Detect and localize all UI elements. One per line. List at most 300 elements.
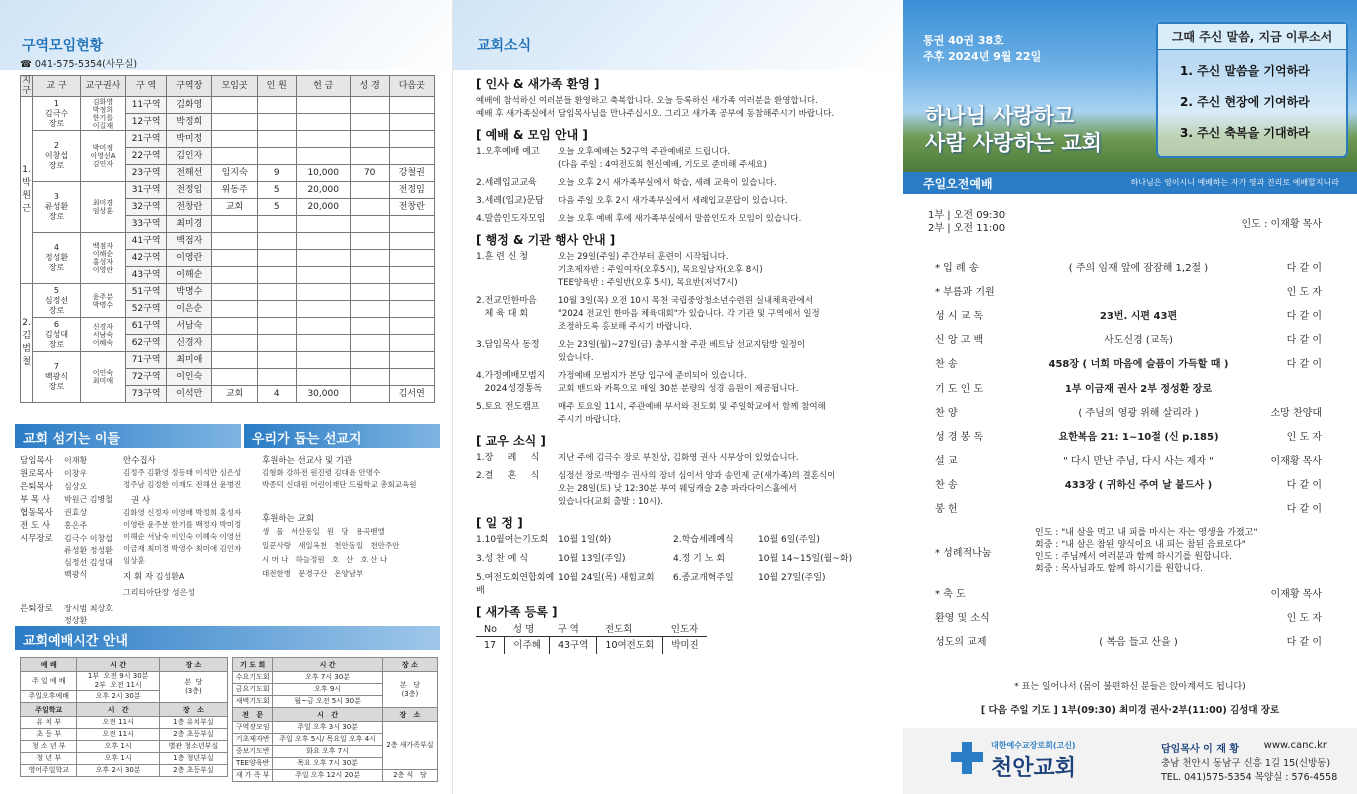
theme-item: 1. 주신 말씀을 기억하라 [1180, 64, 1310, 78]
times-head-cell: 장 소 [382, 658, 437, 672]
service-part: 찬 송 [935, 359, 958, 371]
service-row [925, 302, 1330, 326]
news-section-head: [ 새가족 등록 ] [476, 605, 558, 619]
news-item-key: 1.훈 련 신 청 [476, 252, 528, 262]
denomination: 대한예수교장로회(고신) [991, 741, 1076, 750]
table-cell [350, 199, 389, 216]
times-bar [15, 626, 440, 650]
times-cell: 시 간 [77, 703, 159, 717]
servers-bar [15, 424, 241, 448]
service-part: 기 도 인 도 [935, 383, 984, 395]
address: 충남 천안시 동남구 신흥 1길 15(신방동) [1161, 758, 1331, 769]
table-cell: 22구역 [126, 148, 167, 165]
table-cell [389, 131, 434, 148]
times-cell: 장 소 [159, 703, 227, 717]
header-cell: 지 구 [22, 76, 31, 96]
kwonsa-cell: 이인숙 최미애 [80, 352, 125, 403]
table-cell: 교회 [212, 386, 257, 403]
standing-note: * 표는 일어나서 (몸이 불편하신 분들은 앉아계셔도 됩니다) [1014, 682, 1246, 692]
times-cell: 2층 새가족부실 [382, 722, 437, 770]
table-cell: 12구역 [126, 114, 167, 131]
server-row [20, 494, 120, 506]
table-cell: 전정임 [389, 182, 434, 199]
table-cell [389, 216, 434, 233]
server-row [20, 455, 120, 467]
times-cell: 오후 7시 30분 [273, 672, 382, 684]
times-cell: 오전 11시 [77, 717, 159, 729]
schedule-row [476, 534, 886, 547]
service-leader: 다 같 이 [1286, 480, 1322, 492]
times-cell: 금요기도회 [233, 684, 273, 696]
table-cell [350, 352, 389, 369]
parish-cell: 7 백광식 장로 [33, 352, 81, 403]
news-item [476, 177, 886, 190]
service-title: 주일오전예배 [923, 177, 993, 191]
server-names: 이창우 [64, 469, 88, 478]
service-part: 설 교 [935, 456, 958, 468]
table-cell: 43구역 [126, 267, 167, 284]
service-detail: 요한복음 21: 1~10절 (신 p.185) [1058, 431, 1219, 443]
times-cell: 수요기도회 [233, 672, 273, 684]
service-leader: 이재황 목사 [1270, 456, 1322, 468]
news-item [476, 251, 886, 290]
parish-cell: 1 김극수 장로 [33, 97, 81, 131]
table-cell [296, 114, 350, 131]
table-cell: 31구역 [126, 182, 167, 199]
server-row [20, 481, 120, 493]
times-cell: 청 소 년 부 [21, 741, 77, 753]
schedule-cell: 2.학습세례예식 [673, 535, 734, 545]
times-cell: 본 당 (3층) [159, 672, 227, 703]
table-cell [296, 233, 350, 250]
table-cell [389, 233, 434, 250]
news-section-head: [ 행정 & 기관 행사 안내 ] [476, 233, 616, 247]
table-cell: 5 [257, 199, 296, 216]
service-row [925, 496, 1330, 520]
newcomer-cell: 43구역 [549, 637, 596, 655]
times-cell: 전 문 [233, 708, 273, 722]
office-phone: ☎ 041-575-5354(사무실) [20, 59, 138, 70]
service-detail: " 다시 만난 주님, 다시 사는 제자 " [1063, 456, 1214, 468]
missions-block [262, 455, 442, 581]
table-cell: 62구역 [126, 335, 167, 352]
servers-list [20, 455, 120, 628]
table-cell: 이인숙 [167, 369, 212, 386]
service-detail: 458장 ( 너희 마음에 슬픔이 가득할 때 ) [1048, 359, 1229, 371]
times-header [21, 658, 228, 672]
news-item-key: 3.담임목사 동정 [476, 340, 540, 350]
times-cell: 본 당 (3층) [382, 672, 437, 708]
server-row [20, 468, 120, 480]
next-prayer: [ 다음 주일 기도 ] 1부(09:30) 최미경 권사·2부(11:00) 김성대 장로 [980, 705, 1280, 716]
server-names: 장시범 최상호 정상환 [64, 604, 113, 625]
service-row [925, 327, 1330, 351]
table-cell: 41구역 [126, 233, 167, 250]
parish-cell: 5 심정선 장로 [33, 284, 81, 318]
schedule-cell: 6.종교개혁주일 [673, 573, 734, 583]
schedule-cell: 10월 1일(화) [558, 535, 612, 545]
news-item-value: 심정선 장로·박명수 권사의 장녀 심이서 양과 송민제 군(새가족)의 결혼식이 오는 28일(토) 낮 12:30분 부여 웨딩캐슬 2층 파라다이스홀에서 있습니다(교회 출발 : 10시). [558, 471, 836, 507]
parish-cell: 6 김성대 장로 [33, 318, 81, 352]
table-cell [350, 97, 389, 114]
times-cell: 주일오후예배 [21, 691, 77, 703]
servers-title: 교회 섬기는 이들 [23, 432, 120, 447]
kwonsa-cell: 윤주분 박명수 [80, 284, 125, 318]
table-cell [257, 301, 296, 318]
table-cell [257, 97, 296, 114]
service-row [925, 278, 1330, 302]
table-cell [257, 335, 296, 352]
table-cell [212, 114, 257, 131]
newcomer-head-cell: 인도자 [663, 623, 707, 637]
parish-cell: 3 류성환 장로 [33, 182, 81, 233]
table-cell [257, 233, 296, 250]
times-cell: 초 등 부 [21, 729, 77, 741]
news-item [476, 295, 886, 334]
times-cell: 화요 오후 7시 [273, 746, 382, 758]
table-cell [257, 148, 296, 165]
service-row [925, 423, 1330, 447]
server-row [20, 507, 120, 519]
server-role: 협동목사 [20, 508, 53, 518]
table-row [21, 182, 435, 199]
kwonsa-cell: 백점자 이해순 홍성자 이영란 [80, 233, 125, 284]
service-detail: ( 복음 들고 산을 ) [1099, 636, 1178, 648]
communion-label: * 성례적나눔 [935, 547, 992, 559]
service-part: 환영 및 소식 [935, 612, 990, 624]
newcomer-cell: 박미진 [663, 637, 707, 655]
table-cell [296, 301, 350, 318]
schedule-cell: 10월 13일(주일) [558, 554, 626, 564]
news-item-value: 오는 29일(주일) 주간부터 훈련이 시작됩니다. 기초제자반 : 주일여자(오후5시), 목요일남자(오후 8시) TEE양육반 : 주일반(오후 5시), 목요반(저녁7시) [558, 252, 763, 288]
newcomer-head [476, 623, 707, 637]
table-cell [212, 318, 257, 335]
table-cell: 위동주 [212, 182, 257, 199]
server-role: 은퇴장로 [20, 604, 53, 614]
table-cell: 70 [350, 165, 389, 182]
table-cell [350, 216, 389, 233]
news-item-value: 다음 주일 오후 2시 새가족부실에서 세례입교문답이 있습니다. [558, 196, 788, 206]
times-row [21, 703, 228, 717]
service-leader: 이재황 목사 [1270, 588, 1322, 600]
server-role: 원로목사 [20, 469, 53, 479]
service-detail: 433장 ( 귀하신 주여 날 붙드사 ) [1064, 480, 1213, 492]
service-leader: 인 도 자 [1286, 612, 1322, 624]
table-cell: 5 [257, 182, 296, 199]
news-item-value: 지난 주에 김극수 장로 부친상, 김화영 권사 시부상이 있었습니다. [558, 453, 799, 463]
header-cell: 구 역 [126, 76, 167, 97]
times-cell: 기초제자반 [233, 734, 273, 746]
table-cell: 32구역 [126, 199, 167, 216]
table-cell [350, 267, 389, 284]
table-cell: 최미경 [167, 216, 212, 233]
service-row [925, 604, 1330, 628]
server-role: 시무장로 [20, 534, 53, 544]
missions-bar [244, 424, 440, 448]
table-cell [389, 250, 434, 267]
table-cell [212, 352, 257, 369]
times-head-cell: 시 간 [77, 658, 159, 672]
table-cell [212, 369, 257, 386]
table-row [21, 131, 435, 148]
news-item [476, 213, 886, 226]
times-cell: 유 치 부 [21, 717, 77, 729]
times-row [21, 765, 228, 777]
times-cell: 월~금 오전 5시 30분 [273, 696, 382, 708]
times-cell: 주 일 예 배 [21, 672, 77, 691]
times-cell: 주일학교 [21, 703, 77, 717]
newcomer-head-cell: 전도회 [597, 623, 663, 637]
service-detail: 사도신경 (교독) [1104, 335, 1173, 347]
table-cell: 이석만 [167, 386, 212, 403]
table-cell [212, 131, 257, 148]
server-role: 은퇴목사 [20, 482, 53, 492]
table-cell [296, 352, 350, 369]
table-cell [350, 182, 389, 199]
service-leader: 다 같 이 [1286, 504, 1322, 516]
deacons-title: 안수집사 [123, 456, 156, 466]
news-section-head: [ 예배 & 모임 안내 ] [476, 128, 588, 142]
news-item-value: 오늘 오후 예배 후에 새가족부실에서 말씀인도자 모임이 있습니다. [558, 214, 802, 224]
table-cell [296, 148, 350, 165]
news-item-value: 오늘 오후 2시 새가족부실에서 학습, 세례 교육이 있습니다. [558, 178, 777, 188]
schedule-row [476, 572, 886, 598]
times-row [21, 729, 228, 741]
table-cell [350, 318, 389, 335]
service-detail: 23번. 시편 43편 [1099, 310, 1178, 322]
missions-org-title: 후원하는 선교사 및 기관 [262, 456, 353, 466]
service-leader: 다 같 이 [1286, 262, 1322, 274]
news-item [476, 195, 886, 208]
service-bar [903, 172, 1357, 194]
service-row [925, 448, 1330, 472]
table-cell [212, 335, 257, 352]
service-leader: 인 도 자 [1286, 286, 1322, 298]
table-cell: 이영란 [167, 250, 212, 267]
table-row [21, 233, 435, 250]
table-cell: 김화영 [167, 97, 212, 114]
issue-date: 주후 2024년 9월 22일 [923, 50, 1042, 63]
times-cell: 새벽기도회 [233, 696, 273, 708]
newcomer-cell: 17 [484, 640, 497, 651]
server-row [20, 520, 120, 532]
table-cell [389, 335, 434, 352]
table-cell [257, 114, 296, 131]
times-cell: 오후 1시 [77, 753, 159, 765]
order-of-service-2 [925, 580, 1330, 653]
news-item-key: 2.결 혼 식 [476, 471, 540, 481]
table-cell [389, 301, 434, 318]
table-cell [350, 335, 389, 352]
kwonsa-cell: 신경자 서남숙 이혜숙 [80, 318, 125, 352]
times-cell: 구역장모임 [233, 722, 273, 734]
church-logo-icon [949, 740, 985, 776]
news-item [476, 452, 886, 465]
table-cell: 임지숙 [212, 165, 257, 182]
schedule-cell: 5.여전도회연합회예배 [476, 573, 555, 596]
table-cell [257, 369, 296, 386]
theme-title: 그때 주신 말씀, 지금 이루소서 [1158, 24, 1346, 50]
table-cell [350, 301, 389, 318]
news-item-value: 매주 토요일 11시, 주관예배 부서와 전도회 및 주일학교에서 함께 참여해 주시기 바랍니다. [558, 402, 826, 425]
table-cell [350, 386, 389, 403]
times-cell: 1부 오전 9시 30분 2부 오전 11시 [77, 672, 159, 691]
times-row [21, 753, 228, 765]
header-cell: 헌 금 [296, 76, 350, 97]
server-names: 권효상 [64, 508, 88, 517]
news-item-key: 4.가정예배모범지 2024성경통독 [476, 371, 546, 394]
table-row [21, 284, 435, 301]
times-cell: 오후 9시 [273, 684, 382, 696]
service-leader: 다 같 이 [1286, 636, 1322, 648]
newcomer-head-cell: 구 역 [549, 623, 596, 637]
times-cell: 시 간 [273, 708, 382, 722]
table-cell [212, 284, 257, 301]
missions-title: 우리가 돕는 선교지 [252, 432, 362, 447]
table-cell: 20,000 [296, 182, 350, 199]
times-cell: 2층 초등부실 [159, 765, 227, 777]
theme-item: 2. 주신 현장에 기여하라 [1180, 95, 1310, 109]
table-cell [389, 148, 434, 165]
times-cell: 1층 청년부실 [159, 753, 227, 765]
table-cell: 30,000 [296, 386, 350, 403]
theme-list [1158, 50, 1346, 149]
deacons-block [123, 455, 248, 599]
news-item-value: 오늘 오후예배는 52구역 주관예배로 드립니다. (다음 주일 : 4여전도회 헌신예배, 기도로 준비해 주세요) [558, 147, 767, 170]
service-row [925, 399, 1330, 423]
footer [903, 728, 1357, 794]
schedule-cell: 10월 24일(목) 새힘교회 [558, 573, 655, 583]
table-header-row [21, 76, 435, 97]
table-cell: 최미애 [167, 352, 212, 369]
theme-item: 3. 주신 축복을 기대하라 [1180, 126, 1310, 140]
schedule-row [476, 553, 886, 566]
times-cell: 목요 오후 7시 30분 [273, 758, 382, 770]
table-cell [212, 250, 257, 267]
times-cell: 오후 2시 30분 [77, 691, 159, 703]
table-cell [212, 301, 257, 318]
times-row [233, 770, 438, 782]
service-part: 찬 송 [935, 480, 958, 492]
table-cell [350, 233, 389, 250]
times-cell: 1층 유치부실 [159, 717, 227, 729]
table-cell: 51구역 [126, 284, 167, 301]
parish-cell: 4 정성환 장로 [33, 233, 81, 284]
table-cell [350, 148, 389, 165]
server-row [20, 533, 120, 581]
news-section-head: [ 인사 & 새가족 환영 ] [476, 77, 600, 91]
missions-church-names: 생 물 서산동일 원 당 용곡벧엘 일꾼사랑 새일옥천 천안동일 천안주안 시 머 나 하늘정원 호 산 호 산 나 대전한병 문경구산 온양남부 [262, 527, 400, 578]
table-cell: 61구역 [126, 318, 167, 335]
times-row [233, 672, 438, 684]
time-2: 2부 | 오전 11:00 [928, 223, 1006, 234]
times-head-cell: 장 소 [159, 658, 227, 672]
times-title: 교회예배시간 안내 [23, 634, 128, 649]
table-cell [212, 233, 257, 250]
news-item-key: 1.오후예배 예고 [476, 147, 540, 157]
worship-times-table [20, 657, 228, 777]
service-part: 신 앙 고 백 [935, 335, 984, 347]
server-names: 홍은주 [64, 521, 88, 530]
times-cell: 영어주일학교 [21, 765, 77, 777]
news-item [476, 370, 886, 396]
table-cell [296, 131, 350, 148]
table-cell: 박명수 [167, 284, 212, 301]
times-cell: 장 소 [382, 708, 437, 722]
table-cell: 김서연 [389, 386, 434, 403]
district-name: 1. 박 원 근 [21, 97, 33, 284]
service-part: 봉 헌 [935, 504, 958, 516]
guitar-leader: 그리티아단장 성은성 [123, 588, 196, 597]
conductor-name: 김성환A [155, 572, 185, 581]
table-cell [257, 352, 296, 369]
table-cell [350, 250, 389, 267]
kwonsa-names: 김화영 신정자 이영배 박정희 홍성자 이영란 윤주분 한기를 백정자 박미정 이해순 서남숙 이인숙 이혜숙 이영선 이금재 최미경 박영수 최미애 김인자 임상훈 [123, 508, 242, 565]
table-cell [389, 267, 434, 284]
table-cell: 전정임 [167, 182, 212, 199]
table-cell [389, 97, 434, 114]
left-panel [0, 0, 452, 794]
header-cell: 교 구 [33, 76, 81, 97]
service-leader: 다 같 이 [1286, 310, 1322, 322]
times-head-cell: 시 간 [273, 658, 382, 672]
district-name: 2. 김 범 철 [21, 284, 33, 403]
news-title: 교회소식 [477, 38, 532, 54]
service-leader: 소망 찬양대 [1270, 407, 1322, 419]
service-leader: 인 도 자 [1286, 431, 1322, 443]
table-cell [350, 114, 389, 131]
table-cell [389, 369, 434, 386]
table-cell [296, 369, 350, 386]
table-cell [389, 114, 434, 131]
table-cell: 11구역 [126, 97, 167, 114]
table-cell [296, 216, 350, 233]
newcomer-head-cell: 성 명 [505, 623, 550, 637]
schedule-cell: 10월 27일(주일) [758, 573, 826, 583]
newcomer-table [476, 623, 707, 654]
table-cell: 33구역 [126, 216, 167, 233]
times-cell: 중보기도반 [233, 746, 273, 758]
times-head-cell: 기 도 회 [233, 658, 273, 672]
server-names: 박원근 김병철 [64, 495, 113, 504]
times-row [21, 672, 228, 691]
news-item [476, 146, 886, 172]
table-cell: 전창란 [389, 199, 434, 216]
table-cell [212, 216, 257, 233]
theme-box [1156, 22, 1348, 158]
server-names: 심상오 [64, 482, 88, 491]
times-cell: 주일 오후 5시/ 목요일 오후 4시 [273, 734, 382, 746]
server-row [20, 603, 120, 627]
times-head-cell: 예 배 [21, 658, 77, 672]
times-cell: 오전 11시 [77, 729, 159, 741]
times-cell: TEE양육반 [233, 758, 273, 770]
schedule-cell: 10월 14~15일(월~화) [758, 554, 853, 564]
service-detail: ( 주의 임재 앞에 잠잠해 1,2절 ) [1068, 262, 1209, 274]
times-cell: 주일 오후 3시 30분 [273, 722, 382, 734]
pastor: 담임목사 이 재 황 [1161, 744, 1240, 755]
table-row [21, 352, 435, 369]
table-cell: 42구역 [126, 250, 167, 267]
table-cell [350, 131, 389, 148]
church-name: 천안교회 [991, 756, 1077, 781]
table-cell: 71구역 [126, 352, 167, 369]
times-header [233, 658, 438, 672]
table-cell: 23구역 [126, 165, 167, 182]
table-cell [257, 131, 296, 148]
table-row [21, 318, 435, 335]
time-1: 1부 | 오전 09:30 [928, 210, 1006, 221]
